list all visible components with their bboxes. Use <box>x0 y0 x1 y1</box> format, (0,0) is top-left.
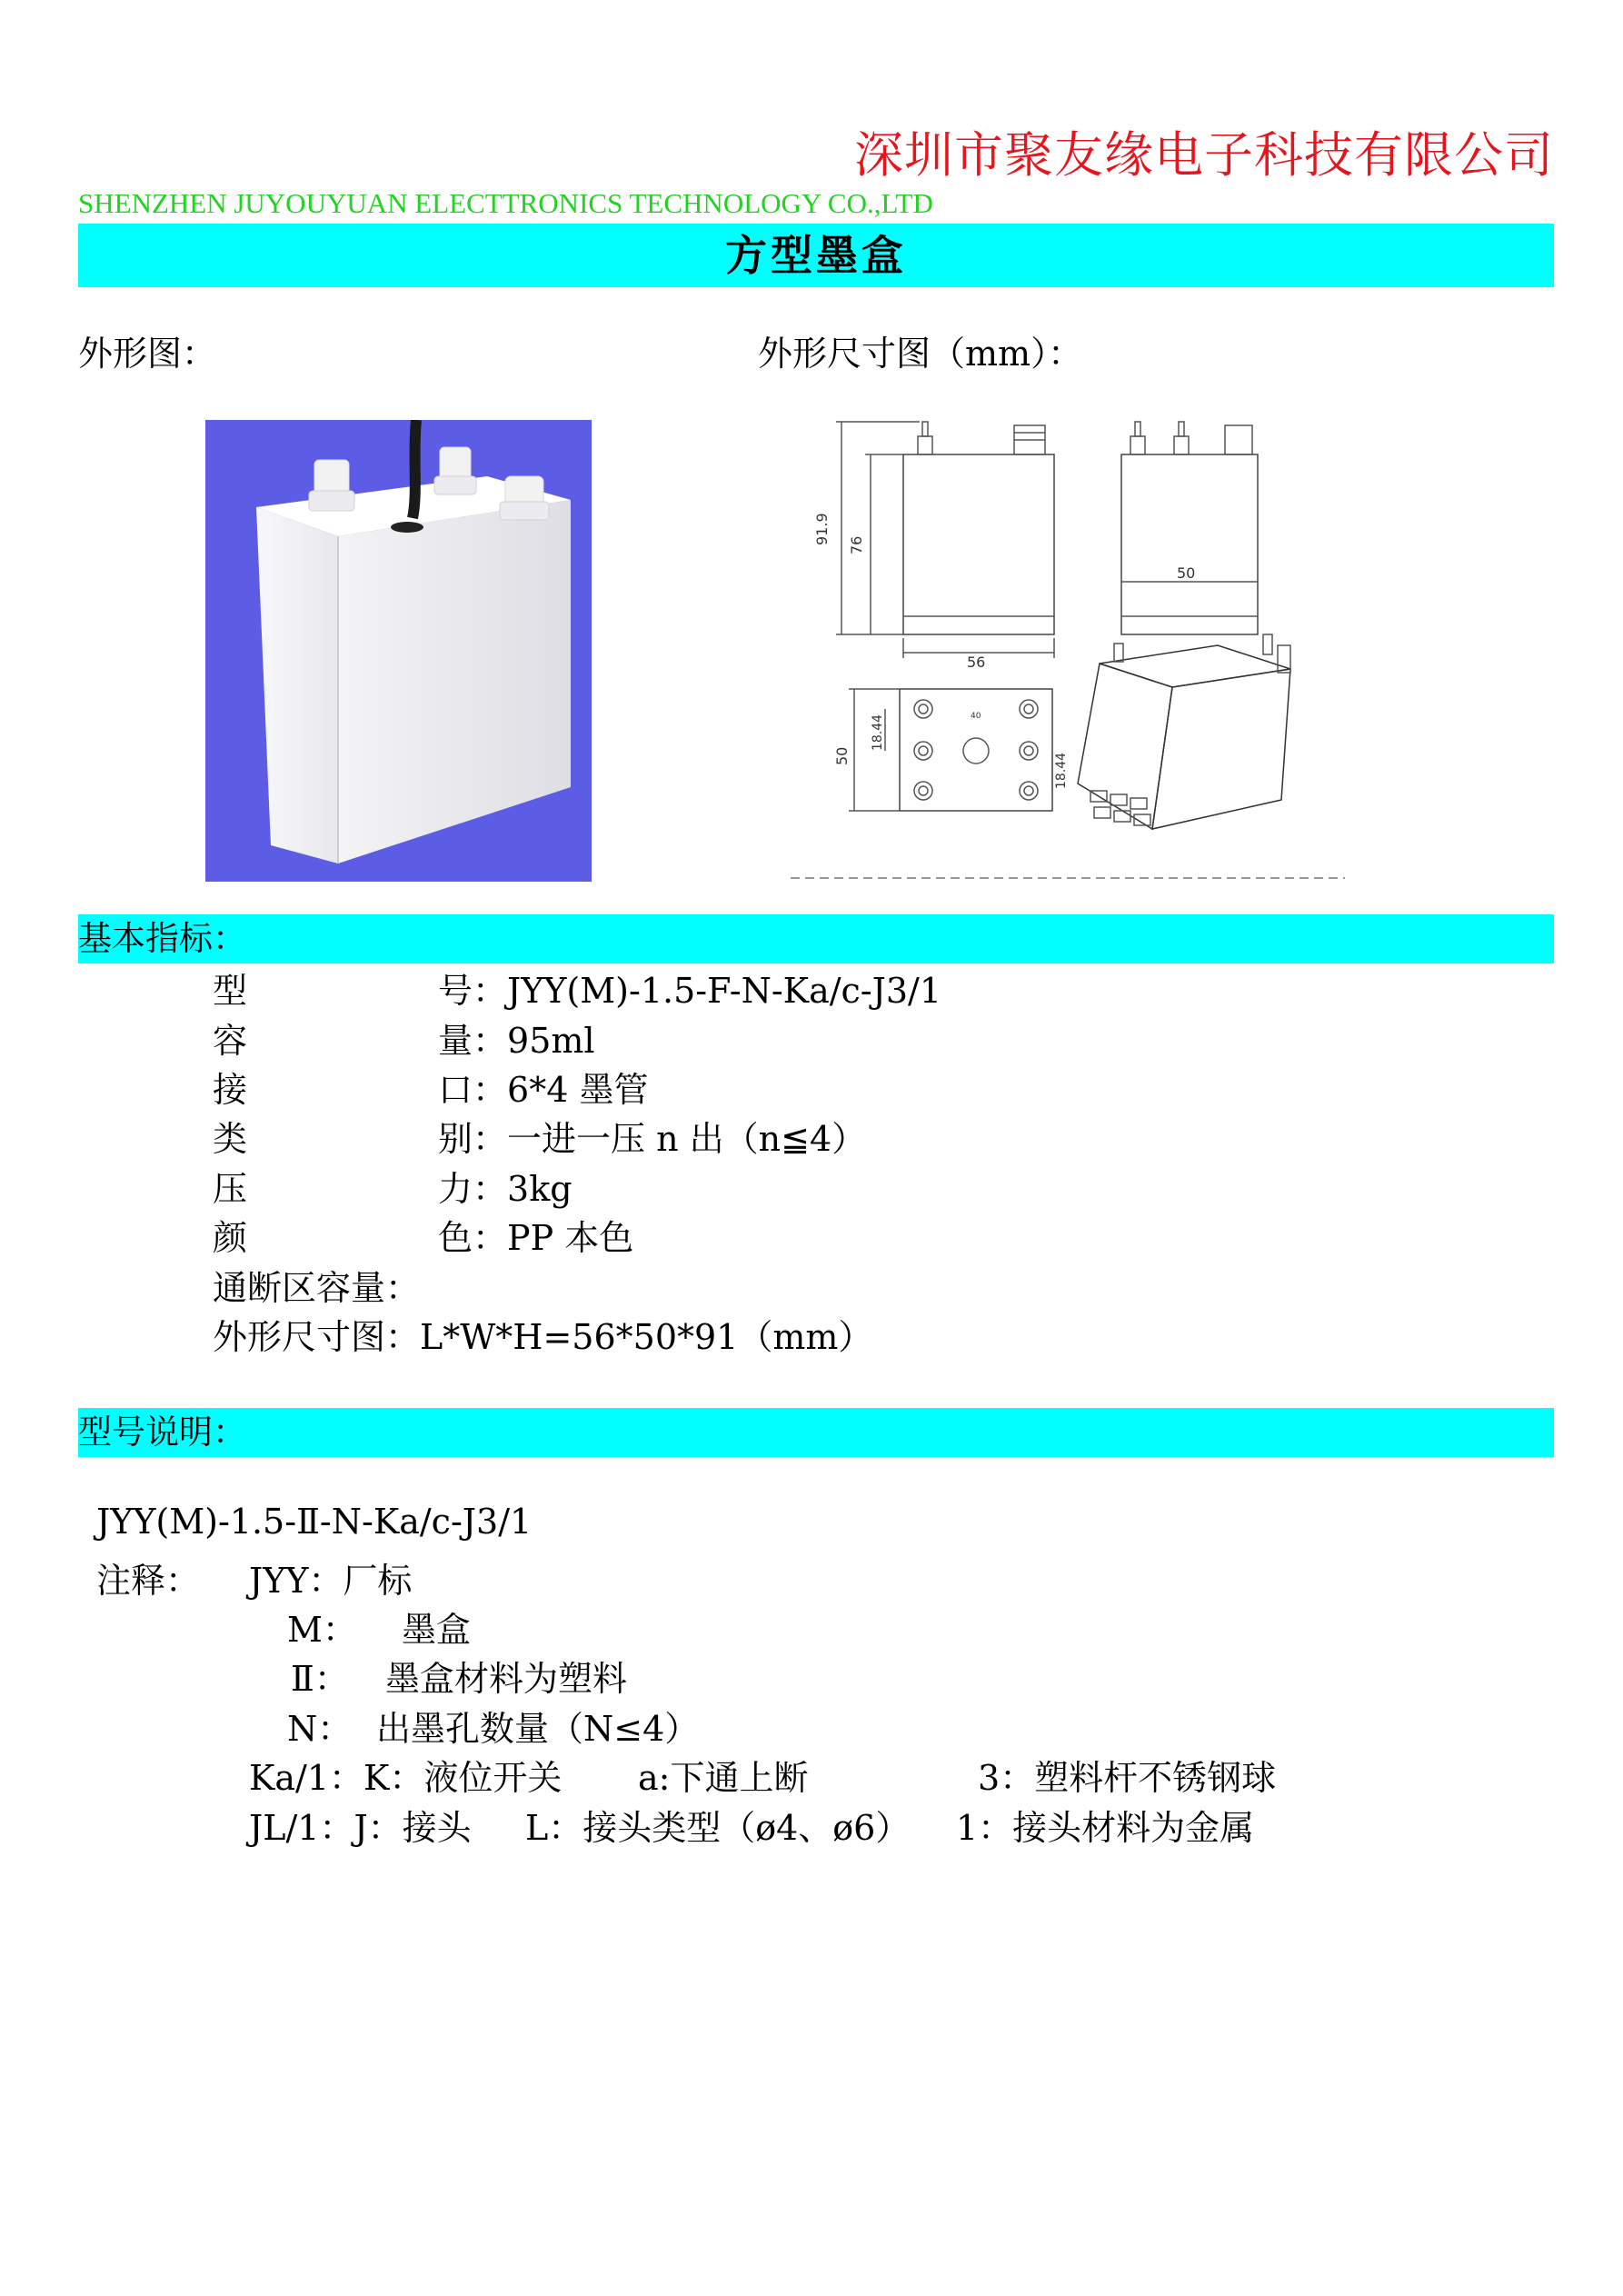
spec-row-switch-capacity: 通断区容量： <box>213 1268 421 1308</box>
basic-specs-heading: 基本指标： <box>78 919 246 958</box>
page-title: 方型墨盒 <box>725 231 907 280</box>
spec-row-type: 类 别：一进一压 n 出（n≦4） <box>213 1119 867 1159</box>
note-label: 注释： <box>96 1561 201 1601</box>
dim-pitch-1: 18.44 <box>871 714 885 751</box>
model-explain-bar <box>78 1408 1554 1457</box>
spec-row-dimensions: 外形尺寸图：L*W*H=56*50*91（mm） <box>213 1317 873 1357</box>
spec-row-capacity: 容 量：95ml <box>213 1021 595 1061</box>
model-explain-heading: 型号说明： <box>78 1413 246 1452</box>
spec-row-color: 颜 色：PP 本色 <box>213 1218 634 1258</box>
note-ka-a: a:下通上断 <box>638 1758 809 1798</box>
note-jl-l: L：接头类型（ø4、ø6） <box>525 1808 911 1848</box>
note-n-key: N： <box>287 1709 353 1749</box>
dim-total-height: 91.9 <box>813 513 831 545</box>
company-name-en: SHENZHEN JUYOUYUAN ELECTTRONICS TECHNOLOGY CO.,LTD <box>78 187 933 219</box>
spec-row-pressure: 压 力：3kg <box>213 1169 573 1209</box>
product-photo <box>205 420 592 882</box>
note-jl-line: JL/1：J：接头 <box>249 1808 472 1848</box>
dim-length: 56 <box>967 654 986 671</box>
model-code: JYY(M)-1.5-Ⅱ-N-Ka/c-J3/1 <box>96 1502 533 1542</box>
photo-label: 外形图： <box>78 334 217 374</box>
note-ka-3: 3：塑料杆不锈钢球 <box>978 1758 1277 1798</box>
note-ii-val: 墨盒材料为塑料 <box>385 1659 628 1699</box>
spec-row-port: 接 口：6*4 墨管 <box>213 1070 649 1110</box>
ink-box-image <box>205 420 592 882</box>
dim-width-top: 50 <box>833 746 851 765</box>
note-ka-line: Ka/1：K：液位开关 <box>249 1758 563 1798</box>
dim-center: 40 <box>971 712 981 721</box>
note-ii-key: Ⅱ： <box>291 1659 349 1699</box>
note-m-val: 墨盒 <box>402 1610 472 1650</box>
dimension-drawing <box>791 409 1363 891</box>
note-jyy: JYY：厂标 <box>249 1561 413 1601</box>
note-n-val: 出墨孔数量（N≤4） <box>376 1709 700 1749</box>
note-m-key: M： <box>287 1610 357 1650</box>
spec-row-model: 型 号：JYY(M)-1.5-F-N-Ka/c-J3/1 <box>213 971 942 1011</box>
dim-width-side: 50 <box>1177 564 1196 582</box>
note-jl-1: 1：接头材料为金属 <box>956 1808 1255 1848</box>
title-bar <box>78 224 1554 287</box>
dim-body-height: 76 <box>848 535 865 554</box>
dim-pitch-2: 18.44 <box>1054 752 1069 789</box>
basic-specs-bar <box>78 914 1554 963</box>
company-name-cn: 深圳市聚友缘电子科技有限公司 <box>854 126 1554 184</box>
drawing-label: 外形尺寸图（mm）： <box>758 334 1083 374</box>
